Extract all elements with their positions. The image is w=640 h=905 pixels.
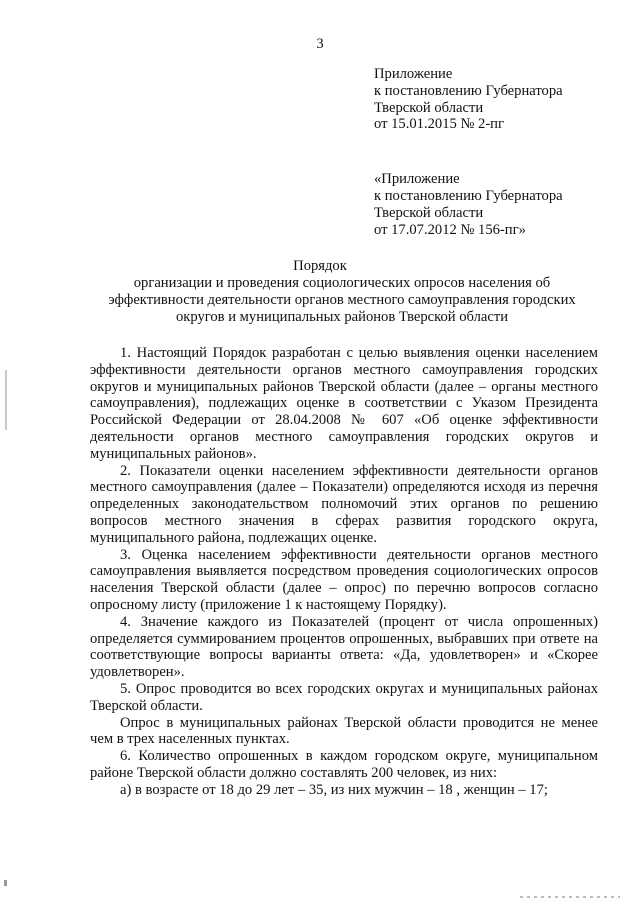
paragraph: 5. Опрос проводится во всех городских округах и муниципальных районах Тверской области.	[90, 680, 598, 714]
paragraph: 2. Показатели оценки населением эффективности деятельности органов местного самоуправления (далее – Показатели) определяются исходя из перечня определенных законодательством полномочий этих органов по решению вопросов местного значения в сферах развития городского округа, муниципального района, подлежащих оценке.	[90, 462, 598, 546]
document-body	[90, 345, 598, 799]
paragraph: Опрос в муниципальных районах Тверской области проводится не менее чем в трех населенных пунктах.	[90, 714, 598, 748]
approval-line: к постановлению Губернатора	[374, 187, 563, 204]
paragraph: а) в возрасте от 18 до 29 лет – 35, из них мужчин – 18 , женщин – 17;	[120, 781, 548, 798]
approval-line: к постановлению Губернатора	[374, 82, 563, 99]
document-subtitle: организации и проведения социологических опросов населения об эффективности деятельности органов местного самоуправления городских округов и муниципальных районов Тверской области	[108, 275, 576, 325]
scan-margin-mark	[5, 370, 7, 430]
approval-line: Тверской области	[374, 99, 484, 116]
paragraph: 6. Количество опрошенных в каждом городском округе, муниципальном районе Тверской области должно составлять 200 человек, из них:	[90, 748, 598, 781]
scan-bottom-artifact	[520, 896, 620, 898]
approval-stamp	[374, 66, 624, 238]
paragraph: 3. Оценка населением эффективности деятельности органов местного самоуправления выявляется посредством проведения социологических опросов населения Тверской области (далее – опрос) по перечню вопросов согласно опросному листу (приложение 1 к настоящему Порядку).	[90, 546, 598, 613]
page-number: 3	[316, 36, 324, 52]
approval-line: от 17.07.2012 № 156-пг»	[374, 221, 526, 238]
approval-line: «Приложение	[374, 171, 460, 188]
paragraph: 1. Настоящий Порядок разработан с целью выявления оценки населением эффективности деятельности органов местного самоуправления городских округов и муниципальных районов Тверской области (далее – органы местного самоуправления), подлежащих оценке в соответствии с Указом Президента Российской Федерации от 28.04.2008 № 607 «Об оценке эффективности деятельности органов местного самоуправления городских округов и муниципальных районов».	[90, 345, 598, 462]
approval-line: от 15.01.2015 № 2-пг	[374, 116, 504, 133]
paragraph: 4. Значение каждого из Показателей (процент от числа опрошенных) определяется суммированием процентов опрошенных, выбравших при ответе на соответствующие вопросы варианты ответа: «Да, удовлетворен» и «Скорее удовлетворен».	[90, 613, 598, 681]
document-title: Порядок	[293, 258, 347, 274]
approval-line: Тверской области	[374, 204, 484, 221]
scan-corner-mark	[4, 880, 7, 886]
approval-line: Приложение	[374, 66, 453, 82]
